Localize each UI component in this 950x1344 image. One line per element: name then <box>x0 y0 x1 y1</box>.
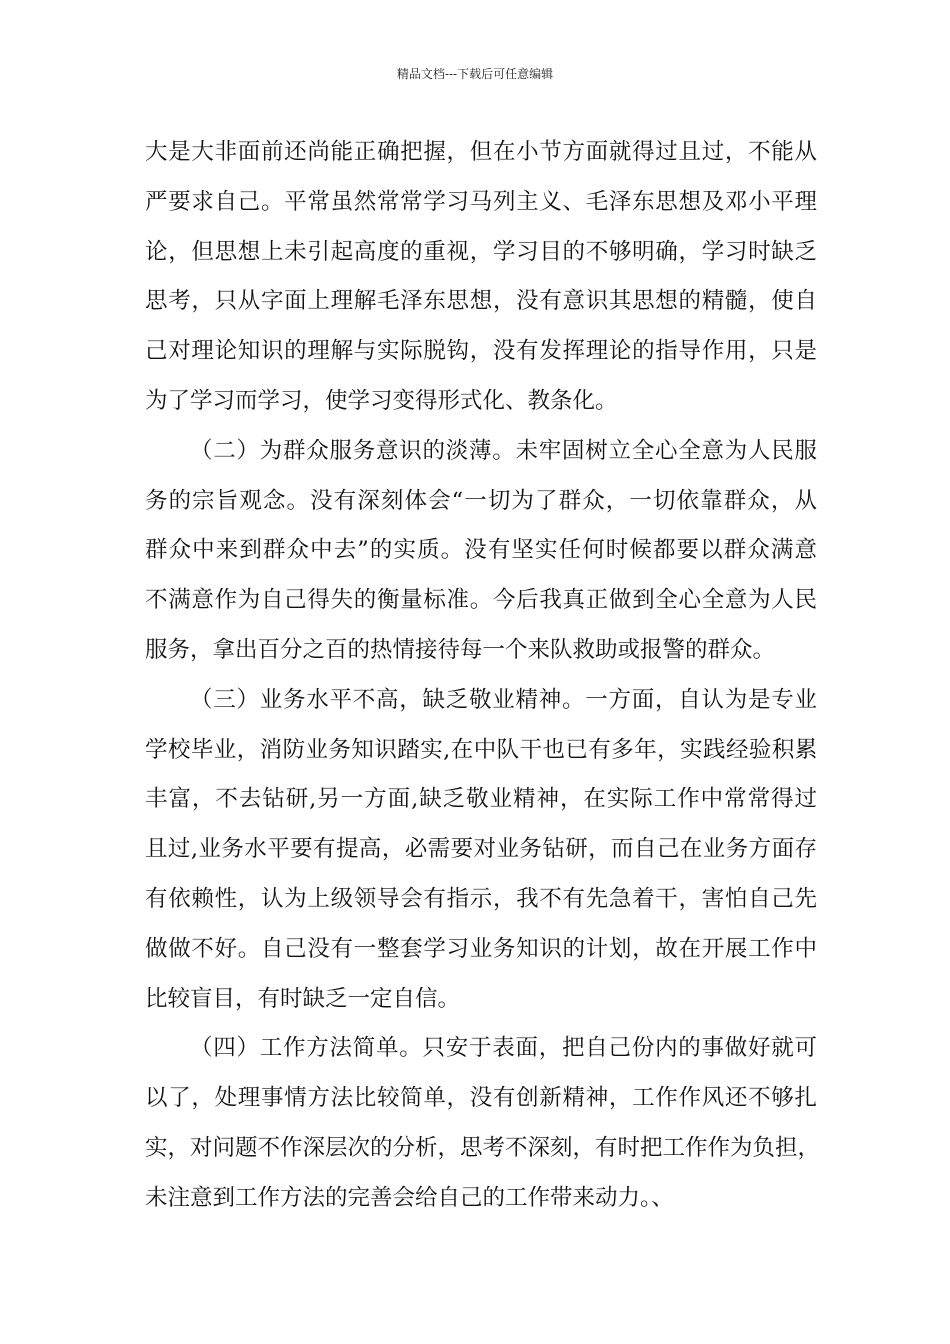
text-line: （二）为群众服务意识的淡薄。未牢固树立全心全意为人民服 <box>190 437 817 464</box>
text-line: 己对理论知识的理解与实际脱钩，没有发挥理论的指导作用，只是 <box>145 338 817 365</box>
text-line: （四）工作方法简单。只安于表面，把自己份内的事做好就可 <box>190 1035 817 1062</box>
paragraph-1 <box>145 128 817 427</box>
text-line: 服务，拿出百分之百的热情接待每一个来队救助或报警的群众。 <box>145 636 776 663</box>
text-line: 未注意到工作方法的完善会给自己的工作带来动力。、 <box>145 1184 674 1211</box>
text-line: 不满意作为自己得失的衡量标准。今后我真正做到全心全意为人民 <box>145 587 817 614</box>
text-line: 学校毕业，消防业务知识踏实,在中队干也已有多年，实践经验积累 <box>145 736 817 763</box>
text-line: 思考，只从字面上理解毛泽东思想，没有意识其思想的精髓，使自 <box>145 288 817 315</box>
text-line: 以了，处理事情方法比较简单，没有创新精神，工作作风还不够扎 <box>145 1085 817 1112</box>
text-line: 实，对问题不作深层次的分析，思考不深刻，有时把工作作为负担， <box>145 1134 821 1161</box>
text-line: 严要求自己。平常虽然常常学习马列主义、毛泽东思想及邓小平理 <box>145 188 817 215</box>
text-line: 务的宗旨观念。没有深刻体会“一切为了群众，一切依靠群众，从 <box>145 487 817 514</box>
text-line: 论，但思想上未引起高度的重视，学习目的不够明确，学习时缺乏 <box>145 238 817 265</box>
text-line: 群众中来到群众中去”的实质。没有坚实任何时候都要以群众满意 <box>145 537 817 564</box>
document-body <box>145 128 821 1224</box>
page-header: 精品文档---下载后可任意编辑 <box>396 67 554 81</box>
text-line: （三）业务水平不高，缺乏敬业精神。一方面，自认为是专业 <box>190 686 817 713</box>
paragraph-2 <box>145 427 817 676</box>
text-line: 大是大非面前还尚能正确把握，但在小节方面就得过且过，不能从 <box>145 139 817 165</box>
text-line: 有依赖性，认为上级领导会有指示，我不有先急着干，害怕自己先 <box>145 885 817 912</box>
text-line: 做做不好。自己没有一整套学习业务知识的计划，故在开展工作中 <box>145 935 817 962</box>
text-line: 比较盲目，有时缺乏一定自信。 <box>145 985 461 1012</box>
text-line: 丰富，不去钻研,另一方面,缺乏敬业精神，在实际工作中常常得过 <box>145 786 817 813</box>
text-line: 且过,业务水平要有提高，必需要对业务钻研，而自己在业务方面存 <box>145 836 817 863</box>
paragraph-3 <box>145 676 817 1025</box>
text-line: 为了学习而学习，使学习变得形式化、教条化。 <box>145 387 618 414</box>
paragraph-4 <box>145 1024 821 1223</box>
